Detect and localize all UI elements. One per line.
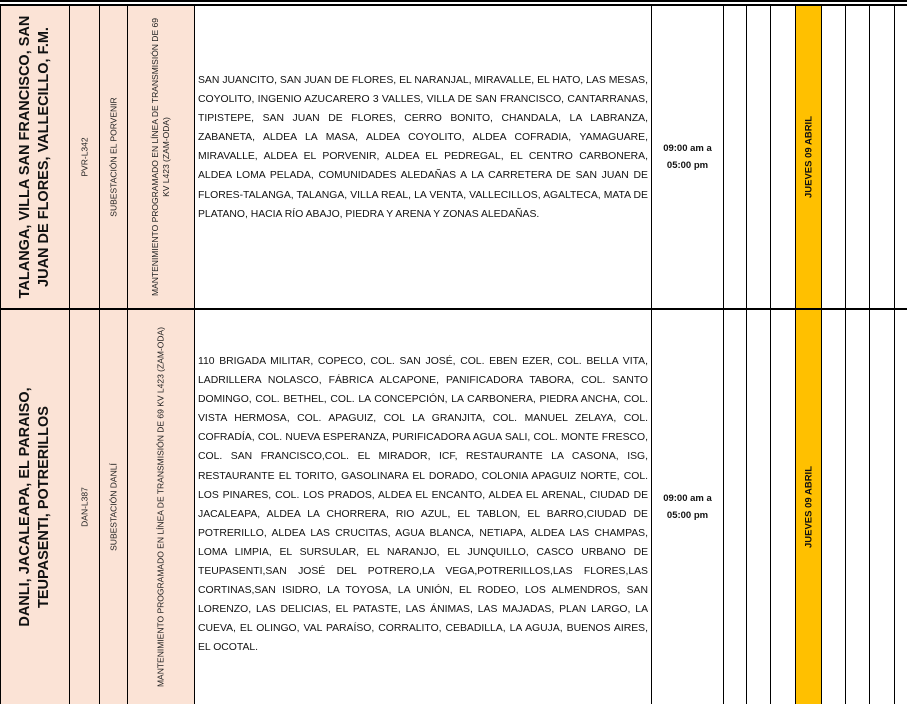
empty-cell	[747, 310, 771, 704]
empty-cell	[724, 6, 747, 308]
empty-cell	[771, 6, 796, 308]
empty-cell	[822, 6, 846, 308]
empty-cell	[747, 6, 771, 308]
time-end: 05:00 pm	[666, 510, 709, 521]
work-cell	[128, 6, 195, 308]
time-cell	[652, 310, 724, 704]
empty-cell	[870, 6, 895, 308]
circuit-text: DAN-L387	[79, 487, 89, 527]
work-text: MANTENIMIENTO PROGRAMADO EN LÍNEA DE TRANSMISIÓN DE 69 KV L423 (ZAM-ODA)	[150, 18, 171, 296]
affected-areas-text: SAN JUANCITO, SAN JUAN DE FLORES, EL NARANJAL, MIRAVALLE, EL HATO, LAS MESAS, COYOLITO, INGENIO AZUCARERO 3 VALLES, VILLA DE SAN FRANCISCO, CANTARRANAS, TIPISTEPE, SAN JUAN DE FLORES, CERRO BONITO, CHANDALA, LA LABRANZA, ZABANETA, ALDEA LA MASA, ALDEA COYOLITO, ALDEA COFRADIA, YAMAGUARE, MIRAVALLE, ALDEA EL PORVENIR, ALDEA EL PEDREGAL, EL CENTRO CARBONERA, ALDEA LOMA PELADA, COMUNIDADES ALEDAÑAS A LA CARRETERA DE SAN JUAN DE FLORES-TALANGA, TALANGA, VILLA REAL, LA VENTA, VALLECILLOS, AGALTECA, MATA DE PLATANO, HACIA RÍO ABAJO, PIEDRA Y ARENA Y ZONAS ALEDAÑAS.	[198, 75, 648, 220]
time-cell	[652, 6, 724, 308]
date-cell	[796, 310, 822, 704]
zone-cell	[0, 6, 70, 308]
empty-cell	[870, 310, 895, 704]
time-start: 09:00 am a	[663, 143, 712, 154]
table-row	[0, 310, 907, 704]
circuit-text: PVR-L342	[79, 137, 89, 177]
work-cell	[128, 310, 195, 704]
empty-cell	[822, 310, 846, 704]
empty-cell	[846, 6, 870, 308]
substation-cell	[100, 310, 128, 704]
empty-cell	[846, 310, 870, 704]
affected-areas-text: 110 BRIGADA MILITAR, COPECO, COL. SAN JOSÉ, COL. EBEN EZER, COL. BELLA VITA, LADRILLERA NOLASCO, FÁBRICA ALCAPONE, PANIFICADORA TABORA, COL. SANTO DOMINGO, COL. BETHEL, COL. LA CONCEPCIÓN, LA CARBONERA, PIEDRA ANCHA, COL. VISTA HERMOSA, COL. APAGUIZ, COL LA GRANJITA, COL. MANUEL ZELAYA, COL. COFRADÍA, COL. NUEVA ESPERANZA, PURIFICADORA AGUA SALI, COL. MONTE FRESCO, COL. SAN FRANCISCO,COL. EL MIRADOR, ICF, RESTAURANTE LA CASONA, ISG, RESTAURANTE EL TORITO, GASOLINARA EL DORADO, COLONIA APAGUIZ NORTE, COL. LOS PINARES, COL. LOS PRADOS, ALDEA EL ENCANTO, ALDEA EL ARENAL, CIUDAD DE JACALEAPA, ALDEA LA CHORRERA, RIO AZUL, EL TABLON, EL BARRO,CIUDAD DE POTRERILLO, ALDEA LAS CRUCITAS, AGUA BLANCA, NETIAPA, ALDEA LAS CHAMPAS, LOMA LIMPIA, EL SURSULAR, EL NARANJO, EL JUNQUILLO, CASCO URBANO DE TEUPASENTI,SAN JOSÉ DEL POTRERO,LA VEGA,POTRERILLOS,LAS FLORES,LAS CORTINAS,SAN ISIDRO, LA TOYOSA, LA UNIÓN, EL RODEO, LOS ALMENDROS, SAN LORENZO, LAS DELICIAS, EL PATASTE, LAS ÁNIMAS, LAS MAJADAS, PLAN LARGO, LA CUEVA, EL OLINGO, VAL PARAÍSO, CORRALITO, CEBADILLA, LA AGUJA, BUENOS AIRES, EL OCOTAL.	[198, 356, 648, 654]
areas-cell	[195, 310, 652, 704]
circuit-cell	[70, 310, 100, 704]
empty-cell	[771, 310, 796, 704]
work-text: MANTENIMIENTO PROGRAMADO EN LÍNEA DE TRANSMISIÓN DE 69 KV L423 (ZAM-ODA)	[155, 326, 166, 688]
table-row	[0, 6, 907, 308]
zone-cell	[0, 310, 70, 704]
date-text: JUEVES 09 ABRIL	[803, 115, 814, 199]
empty-cell	[724, 310, 747, 704]
date-text: JUEVES 09 ABRIL	[803, 465, 814, 549]
time-start: 09:00 am a	[663, 493, 712, 504]
areas-cell	[195, 6, 652, 308]
substation-text: SUBESTACIÓN DANLÍ	[108, 463, 118, 551]
zone-text: DANLI, JACALEAPA, EL PARAISO, TEUPASENTI, POTRERILLOS	[17, 387, 52, 627]
time-end: 05:00 pm	[666, 160, 709, 171]
table-top-border	[0, 0, 907, 2]
date-cell	[796, 6, 822, 308]
substation-text: SUBESTACIÓN EL PORVENIR	[108, 97, 118, 217]
circuit-cell	[70, 6, 100, 308]
zone-text: TALANGA, VILLA SAN FRANCISCO, SAN JUAN DE FLORES, VALLECILLO, F.M.	[17, 15, 52, 299]
substation-cell	[100, 6, 128, 308]
